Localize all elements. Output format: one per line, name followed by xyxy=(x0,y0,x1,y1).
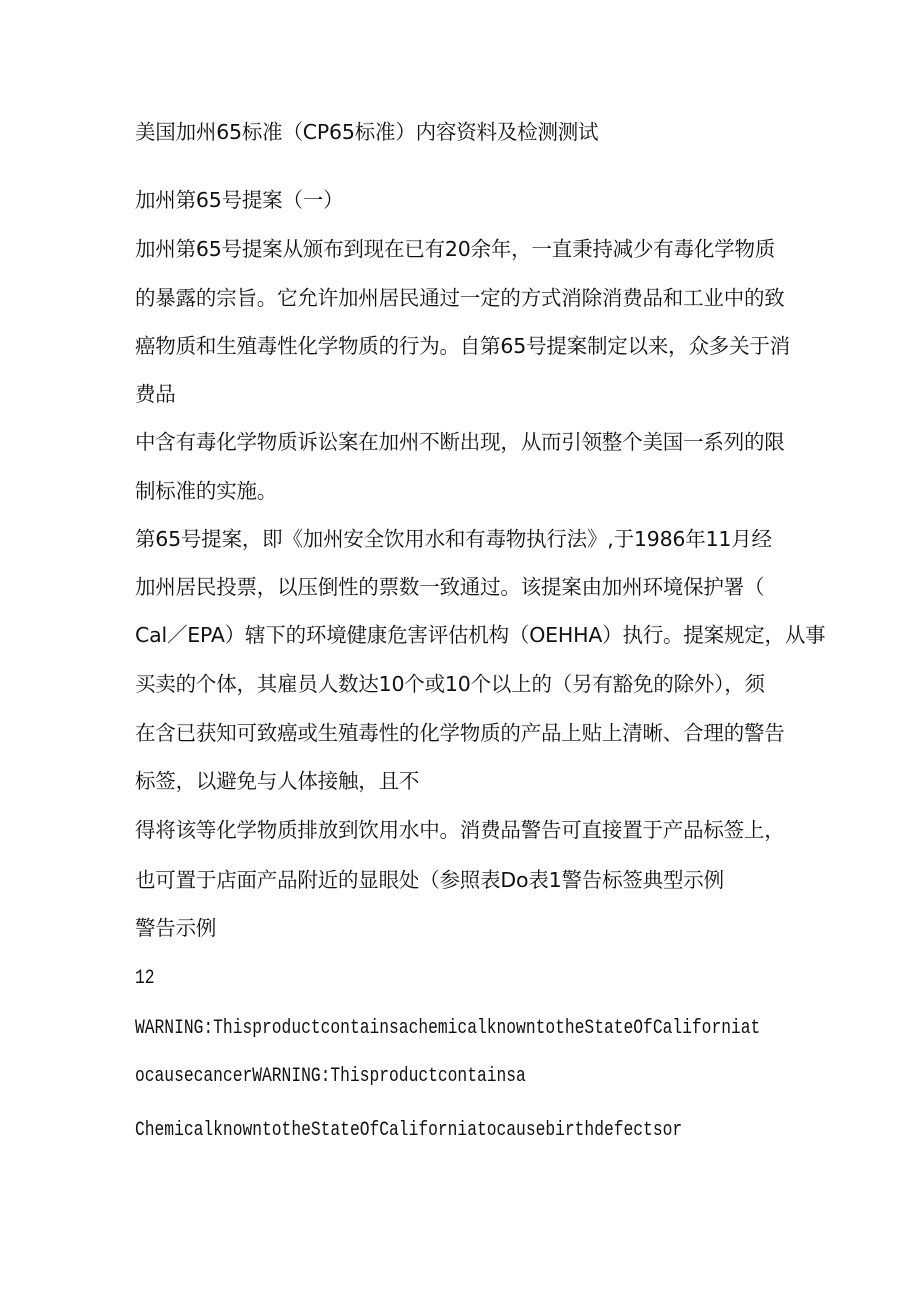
section-heading: 加州第65号提案（一） xyxy=(135,188,344,212)
paragraph-line: 得将该等化学物质排放到饮用水中。消费品警告可直接置于产品标签上， xyxy=(135,818,785,842)
paragraph-line: 费品 xyxy=(135,382,176,406)
paragraph-line: 买卖的个体，其雇员人数达10个或10个以上的（另有豁免的除外），须 xyxy=(135,672,765,696)
document-title: 美国加州65标准（CP65标准）内容资料及检测测试 xyxy=(135,120,599,144)
paragraph-line: 也可置于店面产品附近的显眼处（参照表Do表1警告标签典型示例 xyxy=(135,868,724,892)
paragraph-line: 加州第65号提案从颁布到现在已有20余年，一直秉持减少有毒化学物质 xyxy=(135,237,776,261)
paragraph-line: 警告示例 xyxy=(135,916,217,940)
paragraph-line: 第65号提案，即《加州安全饮用水和有毒物执行法》,于1986年11月经 xyxy=(135,527,772,551)
warning-line: ChemicalknowntotheStateOfCaliforniatocausebirthdefectsor xyxy=(135,1117,683,1142)
paragraph-line: 癌物质和生殖毒性化学物质的行为。自第65号提案制定以来，众多关于消 xyxy=(135,334,790,358)
table-numbers: 12 xyxy=(135,965,155,990)
paragraph-line: Cal／EPA）辖下的环境健康危害评估机构（OEHHA）执行。提案规定，从事 xyxy=(135,623,826,647)
warning-line: ocausecancerWARNING:Thisproductcontainsa xyxy=(135,1063,526,1088)
paragraph-line: 中含有毒化学物质诉讼案在加州不断出现，从而引领整个美国一系列的限 xyxy=(135,430,785,454)
warning-line: WARNING:ThisproductcontainsachemicalknowntotheStateOfCaliforniat xyxy=(135,1015,761,1040)
paragraph-line: 的暴露的宗旨。它允许加州居民通过一定的方式消除消费品和工业中的致 xyxy=(135,286,785,310)
paragraph-line: 标签，以避免与人体接触，且不 xyxy=(135,769,420,793)
paragraph-line: 制标准的实施。 xyxy=(135,479,278,503)
paragraph-line: 加州居民投票，以压倒性的票数一致通过。该提案由加州环境保护署（ xyxy=(135,575,765,599)
paragraph-line: 在含已获知可致癌或生殖毒性的化学物质的产品上贴上清晰、合理的警告 xyxy=(135,721,785,745)
